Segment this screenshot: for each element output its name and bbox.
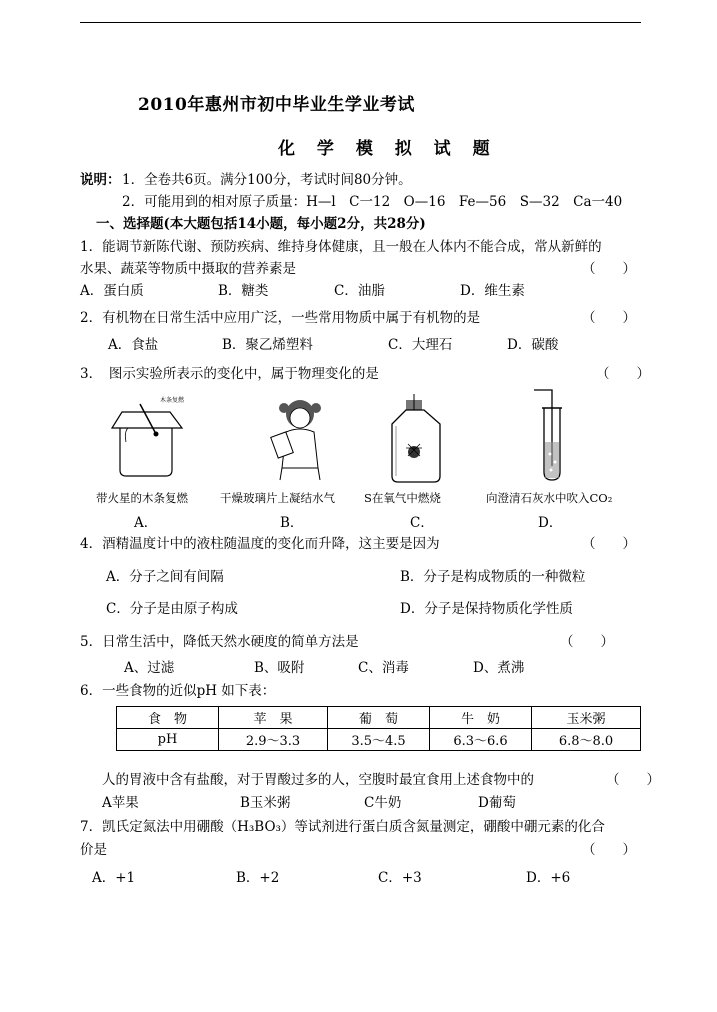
- q2-option-c: C．大理石: [388, 337, 453, 353]
- q1-option-d: D．维生素: [460, 283, 525, 299]
- q5-option-b: B、吸附: [254, 660, 305, 676]
- top-rule: [80, 22, 641, 23]
- table-row: [117, 707, 641, 729]
- q1-option-c: C．油脂: [334, 283, 385, 299]
- q7-line-1: 7．凯氏定氮法中用硼酸（H₃BO₃）等试剂进行蛋白质含氮量测定，硼酸中硼元素的化合: [80, 819, 605, 835]
- q3-caption-b: 干燥玻璃片上凝结水气: [220, 491, 335, 505]
- q7-answer-paren: （ ）: [582, 842, 636, 858]
- q3-option-d: D．: [538, 515, 563, 531]
- q2-option-d: D．碳酸: [507, 337, 559, 353]
- q4-answer-paren: （ ）: [582, 536, 636, 552]
- figure-glowing-stick-jar: [100, 392, 200, 482]
- q1-answer-paren: （ ）: [582, 261, 636, 277]
- figure-girl-glass: [262, 394, 342, 484]
- exam-title: 2010年惠州市初中毕业生学业考试: [138, 95, 415, 115]
- table-cell: 6.8～8.0: [532, 729, 641, 751]
- q5-text: 5．日常生活中，降低天然水硬度的简单方法是: [80, 634, 359, 650]
- q5-answer-paren: （ ）: [560, 634, 614, 650]
- ph-table: [116, 706, 641, 751]
- q6-option-d: D葡萄: [478, 795, 516, 811]
- q2-answer-paren: （ ）: [582, 310, 636, 326]
- q6-answer-paren: （ ）: [606, 772, 660, 788]
- q4-option-d: D．分子是保持物质化学性质: [400, 601, 573, 617]
- table-header-cell: 食 物: [117, 707, 219, 729]
- section-1-title: 一、选择题(本大题包括14小题，每小题2分，共28分): [96, 216, 426, 232]
- q4-option-c: C．分子是由原子构成: [106, 601, 238, 617]
- stick-label: 木条复燃: [160, 397, 185, 404]
- table-row: [117, 729, 641, 751]
- q2-text: 2．有机物在日常生活中应用广泛，一些常用物质中属于有机物的是: [80, 310, 481, 326]
- table-header-cell: 苹 果: [219, 707, 328, 729]
- notes-label: 说明：: [80, 172, 121, 188]
- q6-text-2: 人的胃液中含有盐酸，对于胃酸过多的人，空腹时最宜食用上述食物中的: [102, 772, 534, 788]
- q6-text: 6．一些食物的近似pH 如下表：: [80, 683, 276, 699]
- q1-line-2: 水果、蔬菜等物质中摄取的营养素是: [80, 261, 296, 277]
- q3-caption-c: S在氧气中燃烧: [364, 491, 441, 505]
- table-cell: 6.3～6.6: [430, 729, 532, 751]
- q7-option-b: B．+2: [236, 870, 280, 886]
- q2-option-b: B．聚乙烯塑料: [222, 337, 313, 353]
- q7-line-2: 价是: [80, 842, 107, 858]
- q3-caption-d: 向澄清石灰水中吹入CO₂: [486, 491, 613, 505]
- exam-subtitle: 化 学 模 拟 试 题: [278, 139, 498, 159]
- q3-answer-paren: （ ）: [596, 366, 650, 382]
- table-cell: pH: [117, 729, 219, 751]
- table-cell: 2.9～3.3: [219, 729, 328, 751]
- figure-test-tube: [530, 388, 580, 484]
- table-cell: 3.5～4.5: [328, 729, 430, 751]
- q7-option-c: C．+3: [378, 870, 422, 886]
- q6-option-b: B玉米粥: [240, 795, 291, 811]
- figure-sulfur-burning-bottle: [384, 394, 448, 486]
- q2-option-a: A．食盐: [108, 337, 159, 353]
- q3-option-c: C．: [410, 515, 434, 531]
- q7-option-d: D．+6: [526, 870, 571, 886]
- q1-option-b: B．糖类: [218, 283, 269, 299]
- q5-option-d: D、煮沸: [473, 660, 525, 676]
- notes-line-1: 1．全卷共6页。满分100分，考试时间80分钟。: [122, 172, 412, 188]
- q1-line-1: 1．能调节新陈代谢、预防疾病、维持身体健康，且一般在人体内不能合成，常从新鲜的: [80, 239, 602, 255]
- q3-option-a: A．: [134, 515, 158, 531]
- q3-option-b: B．: [280, 515, 304, 531]
- q5-option-a: A、过滤: [124, 660, 175, 676]
- q4-text: 4．酒精温度计中的液柱随温度的变化而升降，这主要是因为: [80, 536, 440, 552]
- q6-option-c: C牛奶: [364, 795, 402, 811]
- table-header-cell: 牛 奶: [430, 707, 532, 729]
- q5-option-c: C、消毒: [358, 660, 409, 676]
- q1-option-a: A．蛋白质: [80, 283, 144, 299]
- q3-text: 3． 图示实验所表示的变化中，属于物理变化的是: [80, 366, 379, 382]
- q4-option-a: A．分子之间有间隔: [106, 569, 224, 585]
- table-header-cell: 玉米粥: [532, 707, 641, 729]
- q4-option-b: B．分子是构成物质的一种微粒: [400, 569, 586, 585]
- q7-option-a: A．+1: [92, 870, 136, 886]
- q3-caption-a: 带火星的木条复燃: [96, 491, 188, 505]
- notes-line-2: 2．可能用到的相对原子质量：H—l C一12 O—16 Fe—56 S—32 Ca一40: [122, 194, 623, 210]
- q6-option-a: A苹果: [102, 795, 139, 811]
- table-header-cell: 葡 萄: [328, 707, 430, 729]
